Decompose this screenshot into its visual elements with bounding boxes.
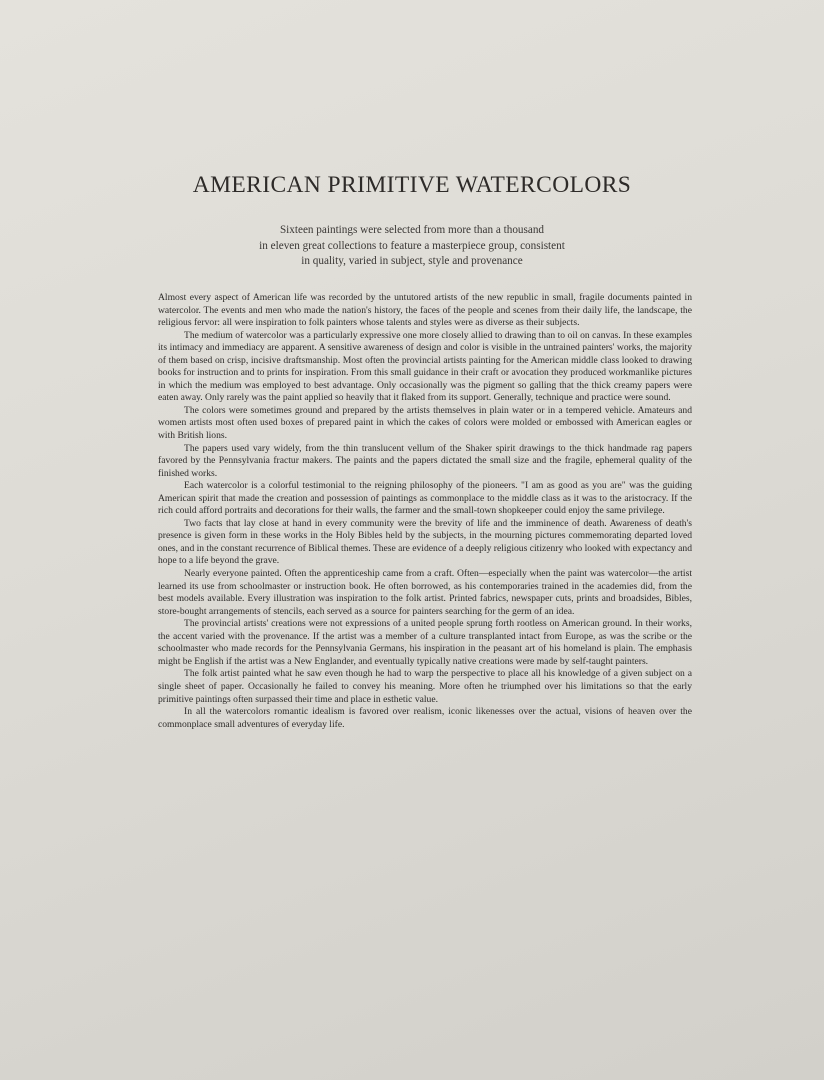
subtitle-line: Sixteen paintings were selected from more than a thousand bbox=[279, 224, 545, 236]
paragraph: Almost every aspect of American life was recorded by the untutored artists of the new republic in small, fragile documents painted in watercolor. The events and men who made the nation's history, the faces of the people and scenes from their daily life, the landscape, the religious fervor: all were inspiration to folk painters whose talents and styles were as diverse as their subjects. bbox=[158, 292, 692, 329]
subtitle-line: in quality, varied in subject, style and provenance bbox=[301, 255, 523, 268]
paragraph: The folk artist painted what he saw even though he had to warp the perspective to place all his knowledge of a given subject on a single sheet of paper. Occasionally he failed to convey his meaning. More often he triumphed over his limitations so that the early primitive paintings often surpassed their time and place in esthetic value. bbox=[158, 668, 692, 705]
paragraph: Nearly everyone painted. Often the apprenticeship came from a craft. Often—especially when the paint was watercolor—the artist learned its use from schoolmaster or instruction book. He often borrowed, as his contemporaries trained in the academies did, from the best models available. Every illustration was inspiration to the folk artist. Printed fabrics, newspaper cuts, prints and broadsides, Bibles, store-bought arrangements of stencils, each served as a source for painters searching for the germ of an idea. bbox=[158, 568, 692, 617]
subtitle-block bbox=[0, 223, 824, 270]
paragraph: Each watercolor is a colorful testimonial to the reigning philosophy of the pioneers. "I am as good as you are" was the guiding American spirit that made the creation and possession of paintings as commonplace to the middle class as it was to the aristocracy. If the rich could afford portraits and decorations for their walls, the farmer and the small-town shopkeeper could enjoy the same privilege. bbox=[158, 480, 692, 517]
paragraph: Two facts that lay close at hand in every community were the brevity of life and the imminence of death. Awareness of death's presence is given form in these works in the Holy Bibles held by the subjects, in the mourning pictures commemorating departed loved ones, and in the constant recurrence of Biblical themes. These are evidence of a deeply religious citizenry who looked with expectancy and hope to a life beyond the grave. bbox=[158, 517, 692, 567]
body-text bbox=[158, 292, 692, 731]
paragraph: The provincial artists' creations were not expressions of a united people sprung forth rootless on American ground. In their works, the accent varied with the provenance. If the artist was a member of a culture transplanted intact from Europe, as was the scribe or the schoolmaster who made records for the Pennsylvania Germans, his inspiration in the peasant art of his homeland is plain. The emphasis might be English if the artist was a New Englander, and eventually typically native creations were made by self-taught painters. bbox=[158, 618, 692, 667]
subtitle-line: in eleven great collections to feature a masterpiece group, consistent bbox=[259, 239, 565, 252]
paragraph: In all the watercolors romantic idealism is favored over realism, iconic likenesses over the actual, visions of heaven over the commonplace small adventures of everyday life. bbox=[158, 706, 692, 730]
paragraph: The colors were sometimes ground and prepared by the artists themselves in plain water or in a tempered vehicle. Amateurs and women artists most often used boxes of prepared paint in which the cakes of colors were molded or embossed with American eagles or with British lions. bbox=[158, 404, 692, 442]
paragraph: The medium of watercolor was a particularly expressive one more closely allied to drawing than to oil on canvas. In these examples its intimacy and immediacy are apparent. A sensitive awareness of design and color is visible in the untrained painters' works, the majority of them based on crisp, incisive draftsmanship. Most often the provincial artists painting for the American middle class looked to drawing books for instruction and to prints for inspiration. From this small guidance in their craft or avocation they produced workmanlike pictures in which the medium was employed to best advantage. Only occasionally was the pigment so galling that the thick creamy papers were eaten away. Only rarely was the paint applied so heavily that it flaked from its support. Generally, technique and practice were sound. bbox=[158, 329, 692, 404]
page-title: AMERICAN PRIMITIVE WATERCOLORS bbox=[192, 172, 632, 198]
paragraph: The papers used vary widely, from the thin translucent vellum of the Shaker spirit drawings to the thick handmade rag papers favored by the Pennsylvania fractur makers. The paints and the papers dictated the small size and the fragile, ephemeral quality of the finished works. bbox=[158, 442, 692, 479]
